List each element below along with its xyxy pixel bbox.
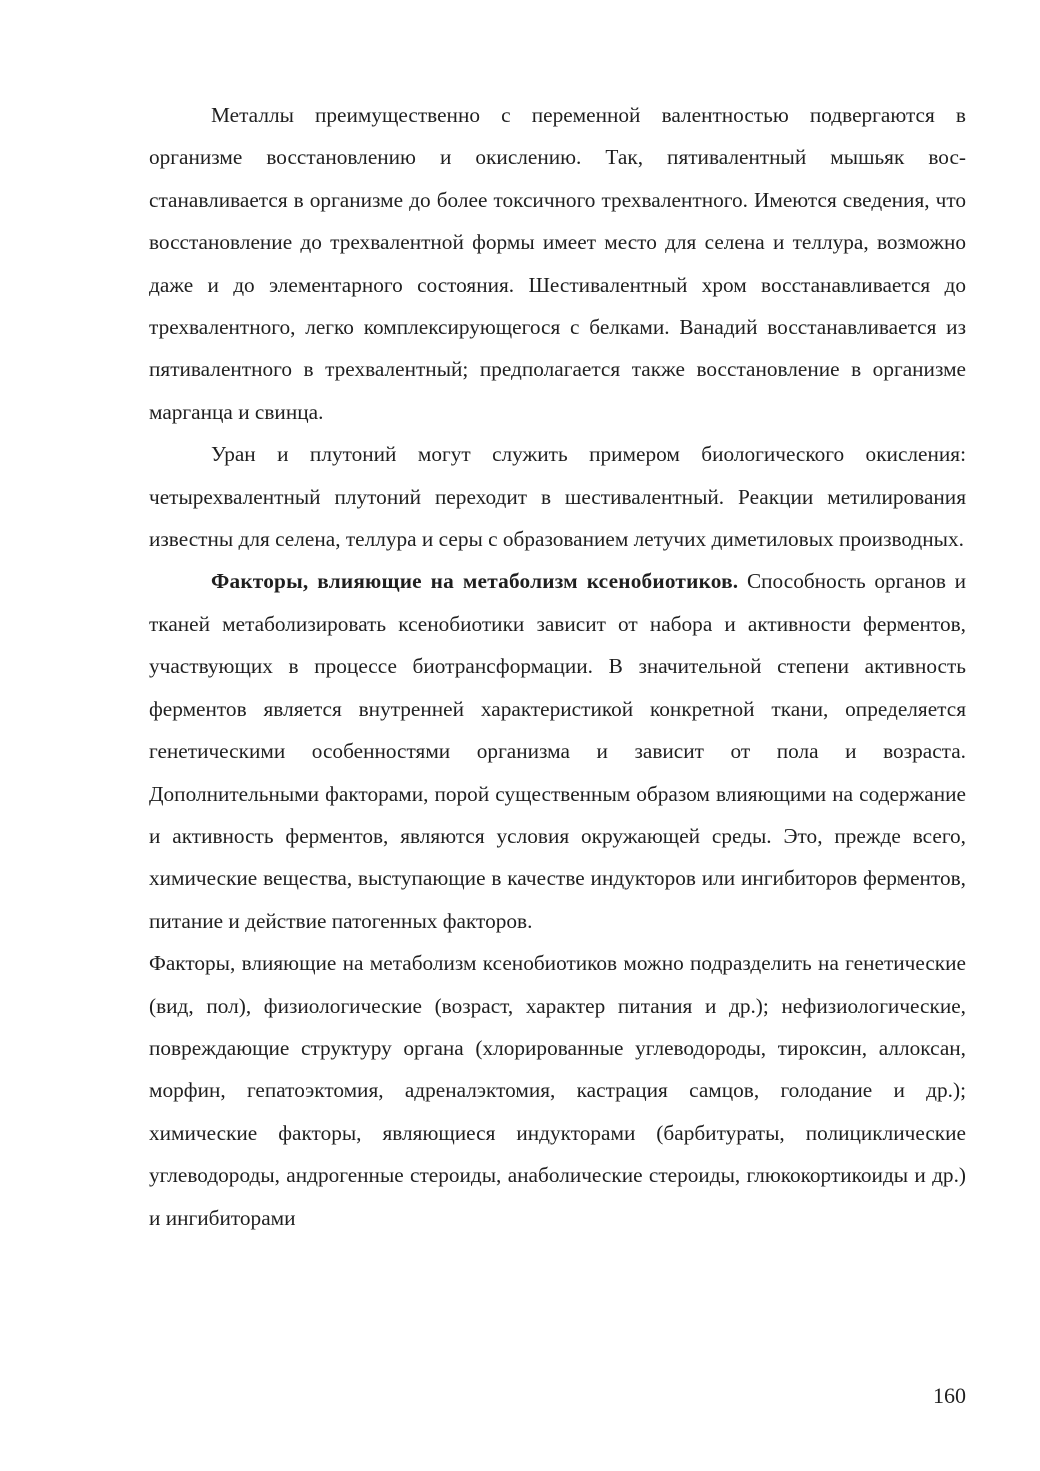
paragraph-uranium-plutonium: Уран и плутоний могут служить примером биологического окисления: четырехвалентный плутоний переходит в шестивалентный. Реакции метилирования известны для селена, теллура и серы с образованием летучих диметиловых производных. xyxy=(149,442,966,552)
paragraph-factors-classification: Факторы, влияющие на метаболизм ксенобиотиков можно подразделить на генетические (вид, пол), физиологические (возраст, характер питания и др.); нефизиологические, повреждающие структуру органа (хлорированные углеводороды, тироксин, аллоксан, морфин, гепатоэктомия, адреналэктомия, кастрация самцов, голодание и др.); химические факторы, являющиеся индукторами (барбитураты, полициклические углеводороды, андрогенные стероиды, анаболические стероиды, глюкокортикоиды и др.) и ингибиторами xyxy=(149,951,966,1230)
paragraph-metabolism-factors-text: Способность органов и тканей метаболизировать ксенобиотики зависит от набора и активности ферментов, участвующих в процессе биотрансформации. В значительной степени активность ферментов является внутренней характеристикой конкретной ткани, определяется генетическими особенностями организма и зависит от пола и возраста. Дополнительными факторами, порой существенным образом влияющими на содержание и активность ферментов, являются условия окружающей среды. Это, прежде всего, химические вещества, выступающие в качестве индукторов или ингибиторов ферментов, питание и действие патогенных факторов. xyxy=(149,569,966,933)
paragraph-metals-reduction: Металлы преимущественно с переменной валентностью подвергаются в организме восстановлению и окислению. Так, пятивалентный мышьяк восстанавливается в организме до более токсичного трехвалентного. Имеются сведения, что восстановление до трехвалентной формы имеет место для селена и теллура, возможно даже и до элементарного состояния. Шестивалентный хром восстанавливается до трехвалентного, легко комплексирующегося с белками. Ванадий восстанавливается из пятивалентного в трехвалентный; предполагается также восстановление в организме марганца и свинца. xyxy=(149,103,966,424)
page-number: 160 xyxy=(933,1383,966,1408)
body-text xyxy=(149,94,966,1239)
paragraph-metabolism-factors xyxy=(149,560,966,942)
section-heading-inline: Факторы, влияющие на метаболизм ксенобиотиков. xyxy=(211,569,739,594)
